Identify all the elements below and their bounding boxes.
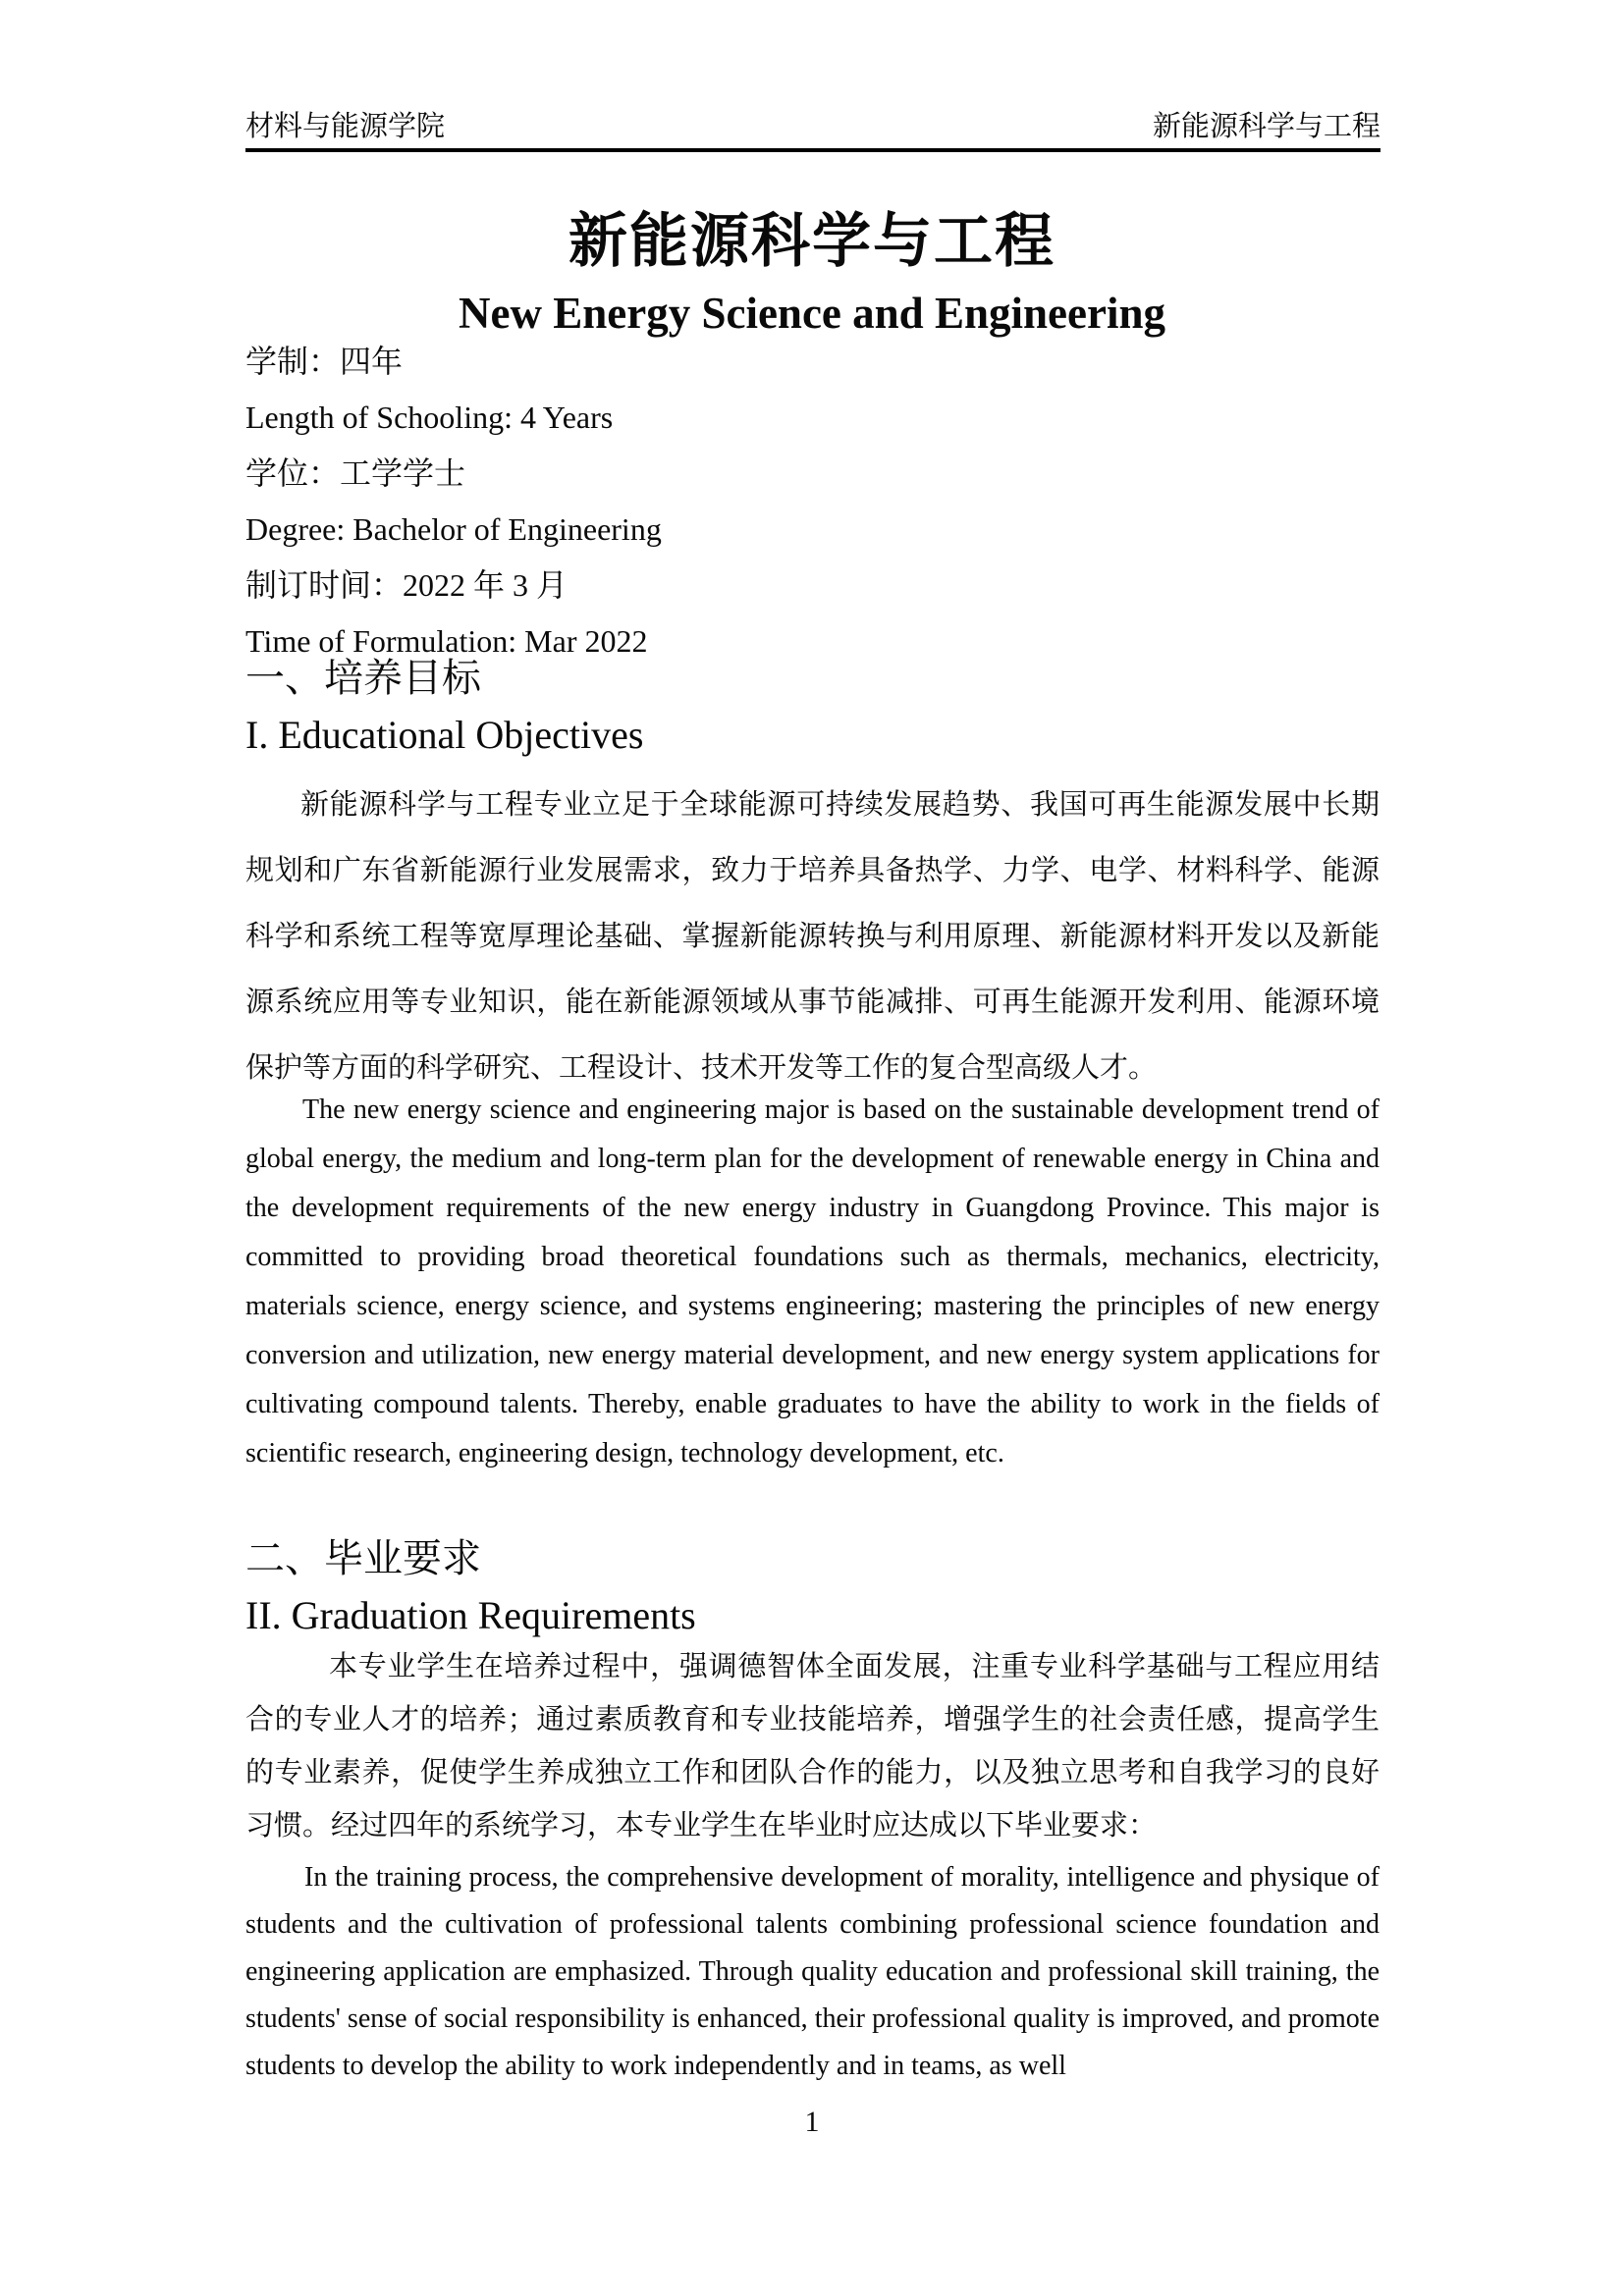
section-2-heading-zh: 二、毕业要求 (245, 1536, 481, 1580)
page-number: 1 (804, 2106, 820, 2138)
section-1-paragraph-zh: 新能源科学与工程专业立足于全球能源可持续发展趋势、我国可再生能源发展中长期规划和广东省新能源行业发展需求，致力于培养具备热学、力学、电学、材料科学、能源科学和系统工程等宽厚理论基础、掌握新能源转换与利用原理、新能源材料开发以及新能源系统应用等专业知识，能在新能源领域从事节能减排、可再生能源开发利用、能源环境保护等方面的科学研究、工程设计、技术开发等工作的复合型高级人才。 (245, 789, 1380, 1084)
formulation-time-en: Time of Formulation: Mar 2022 (245, 623, 648, 659)
document-title-en: New Energy Science and Engineering (459, 289, 1165, 338)
running-header (245, 110, 1380, 152)
section-2-heading-en: II. Graduation Requirements (245, 1593, 696, 1637)
document-title-zh: 新能源科学与工程 (568, 209, 1056, 274)
schooling-length-en: Length of Schooling: 4 Years (245, 400, 614, 435)
section-1-heading-zh: 一、培养目标 (245, 656, 481, 700)
formulation-time-zh: 制订时间：2022 年 3 月 (245, 567, 568, 603)
section-1-paragraph-en: The new energy science and engineering major is based on the sustainable development trend of global energy, the medium and long-term plan for the development of renewable energy in China and the development requirements of the new energy industry in Guangdong Province. This major is committed to providing broad theoretical foundations such as thermals, mechanics, electricity, materials science, energy science, and systems engineering; mastering the principles of new energy conversion and utilization, new energy material development, and new energy system applications for cultivating compound talents. Thereby, enable graduates to have the ability to work in the fields of scientific research, engineering design, technology development, etc. (245, 1095, 1380, 1468)
schooling-length-zh: 学制：四年 (245, 344, 404, 379)
section-2-paragraph-zh: 本专业学生在培养过程中，强调德智体全面发展，注重专业科学基础与工程应用结合的专业人才的培养；通过素质教育和专业技能培养，增强学生的社会责任感，提高学生的专业素养，促使学生养成独立工作和团队合作的能力，以及独立思考和自我学习的良好习惯。经过四年的系统学习，本专业学生在毕业时应达成以下毕业要求： (245, 1651, 1380, 1842)
header-right-text: 新能源科学与工程 (1152, 111, 1380, 142)
degree-zh: 学位：工学学士 (245, 455, 466, 491)
degree-en: Degree: Bachelor of Engineering (245, 511, 662, 547)
section-2-paragraph-en: In the training process, the comprehensive development of morality, intelligence and physique of students and the cultivation of professional talents combining professional science foundation and engineering application are emphasized. Through quality education and professional skill training, the students' sense of social responsibility is enhanced, their professional quality is improved, and promote students to develop the ability to work independently and in teams, as well (245, 1862, 1380, 2081)
header-left-text: 材料与能源学院 (245, 111, 446, 142)
section-1-heading-en: I. Educational Objectives (245, 713, 644, 757)
metadata-block (245, 334, 1380, 669)
